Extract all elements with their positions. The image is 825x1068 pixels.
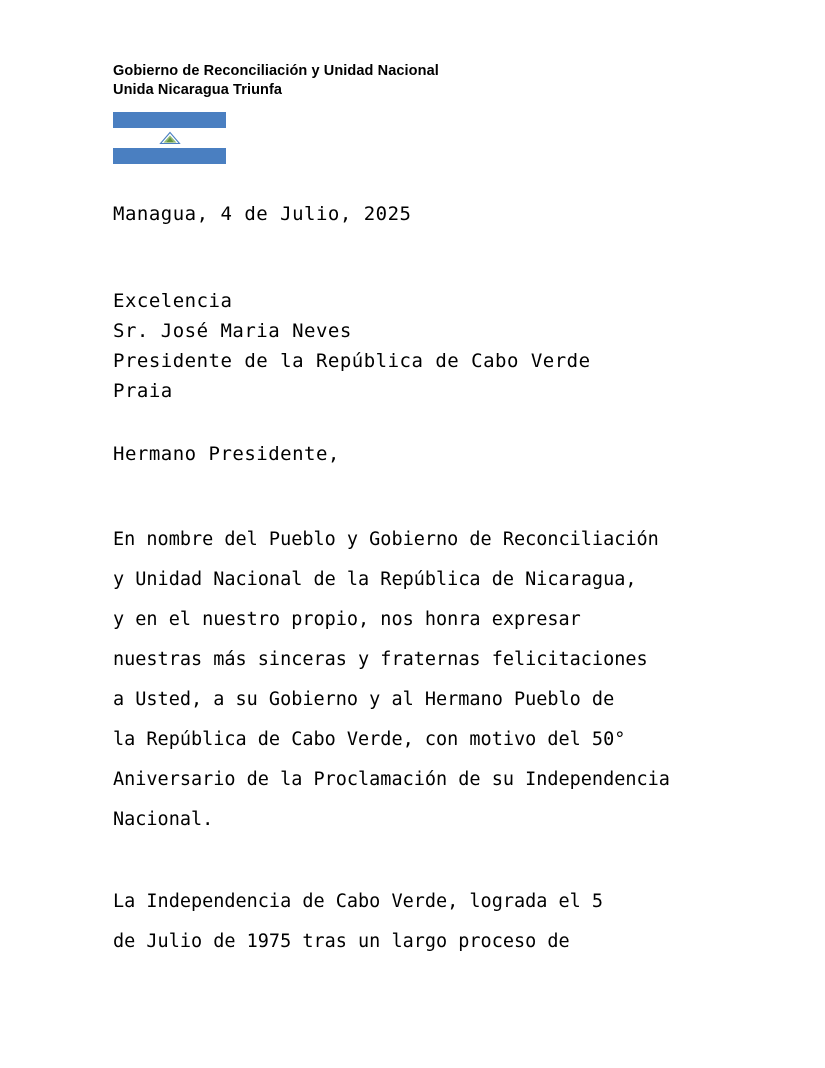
paragraph-line: de Julio de 1975 tras un largo proceso de xyxy=(113,931,570,952)
letterhead-line-2: Unida Nicaragua Triunfa xyxy=(113,82,283,98)
paragraph-line: a Usted, a su Gobierno y al Hermano Pueblo de xyxy=(113,689,615,710)
letter-paragraph-1 xyxy=(113,520,713,840)
paragraph-line: Aniversario de la Proclamación de su Independencia xyxy=(113,769,670,790)
paragraph-line: La Independencia de Cabo Verde, lograda el 5 xyxy=(113,891,604,912)
letter-paragraph-2 xyxy=(113,882,713,962)
letter-addressee xyxy=(113,286,713,406)
nicaragua-flag-icon xyxy=(113,112,226,164)
paragraph-line: Nacional. xyxy=(113,809,214,830)
flag-emblem-icon xyxy=(159,131,181,145)
flag-stripe-bottom xyxy=(113,148,226,164)
letter-salutation: Hermano Presidente, xyxy=(113,443,340,465)
addressee-line-2: Sr. José Maria Neves xyxy=(113,320,352,342)
paragraph-line: y Unidad Nacional de la República de Nicaragua, xyxy=(113,569,637,590)
paragraph-line: la República de Cabo Verde, con motivo del 50° xyxy=(113,729,626,750)
addressee-line-1: Excelencia xyxy=(113,290,233,312)
paragraph-line: y en el nuestro propio, nos honra expresar xyxy=(113,609,581,630)
letterhead xyxy=(113,62,713,100)
paragraph-line: En nombre del Pueblo y Gobierno de Reconciliación xyxy=(113,529,659,550)
addressee-line-4: Praia xyxy=(113,380,173,402)
paragraph-line: nuestras más sinceras y fraternas felicitaciones xyxy=(113,649,648,670)
flag-stripe-top xyxy=(113,112,226,128)
letter-date: Managua, 4 de Julio, 2025 xyxy=(113,203,412,225)
letterhead-line-1: Gobierno de Reconciliación y Unidad Nacional xyxy=(113,63,439,79)
addressee-line-3: Presidente de la República de Cabo Verde xyxy=(113,350,591,372)
